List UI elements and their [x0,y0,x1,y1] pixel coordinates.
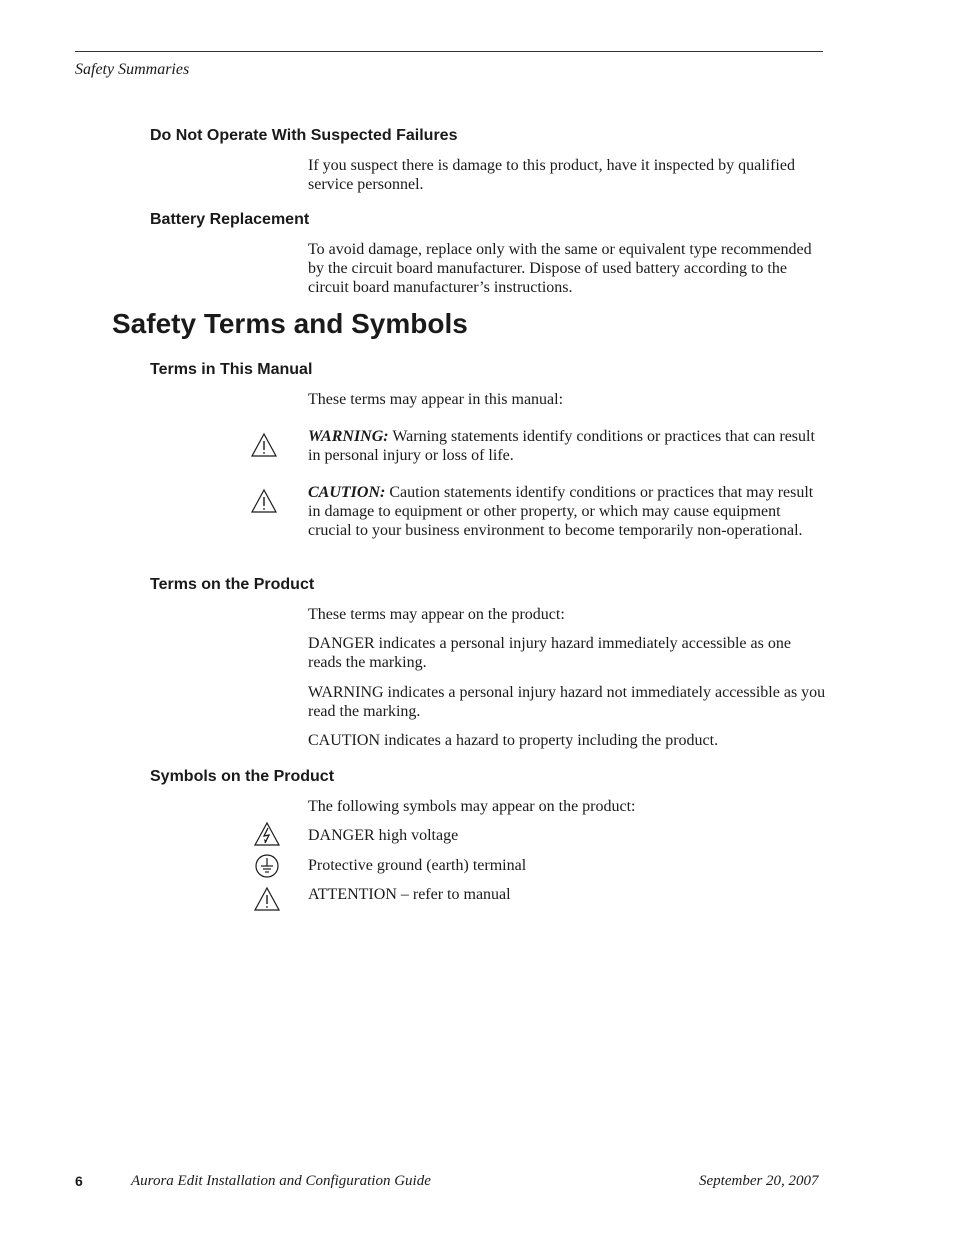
paragraph-caution: CAUTION indicates a hazard to property including the product. [308,732,719,749]
heading-symbols-product: Symbols on the Product [150,768,335,785]
footer-guide-title: Aurora Edit Installation and Configuration Guide [131,1173,431,1189]
paragraph-symbols-intro: The following symbols may appear on the product: [308,798,636,815]
page-number: 6 [75,1173,83,1189]
high-voltage-icon [253,821,281,847]
warning-icon [250,432,278,458]
attention-icon [253,886,281,912]
symbol-label-attention: ATTENTION – refer to manual [308,886,511,903]
warning-statement [308,427,828,465]
running-header: Safety Summaries [75,61,190,78]
page-title: Safety Terms and Symbols [112,308,468,339]
caution-text: Caution statements identify conditions or practices that may result in damage to equipment or other property, or which may cause equipment crucial to your business environment to become temporarily non-operational. [308,484,814,539]
header-rule [75,51,823,52]
heading-terms-product: Terms on the Product [150,576,315,593]
warning-text: Warning statements identify conditions or practices that can result in personal injury or loss of life. [308,428,815,464]
heading-suspected-failures: Do Not Operate With Suspected Failures [150,127,458,144]
heading-battery-replacement: Battery Replacement [150,211,310,228]
paragraph-warning: WARNING indicates a personal injury hazard not immediately accessible as you read the marking. [308,684,826,720]
paragraph-terms-manual-intro: These terms may appear in this manual: [308,391,564,408]
paragraph-suspected-failures: If you suspect there is damage to this product, have it inspected by qualified service personnel. [308,157,795,193]
paragraph-battery-replacement: To avoid damage, replace only with the same or equivalent type recommended by the circuit board manufacturer. Dispose of used battery according to the circuit board manufacturer’s instructions. [308,241,812,296]
symbol-label-high-voltage: DANGER high voltage [308,827,459,844]
warning-label: WARNING: [308,428,389,445]
caution-statement [308,483,828,540]
caution-icon [250,488,278,514]
footer-date: September 20, 2007 [699,1173,819,1189]
paragraph-terms-product-intro: These terms may appear on the product: [308,606,565,623]
ground-terminal-icon [254,853,280,879]
paragraph-danger: DANGER indicates a personal injury hazard immediately accessible as one reads the marking. [308,635,791,671]
symbol-label-ground: Protective ground (earth) terminal [308,857,527,874]
caution-label: CAUTION: [308,484,386,501]
heading-terms-manual: Terms in This Manual [150,361,313,378]
